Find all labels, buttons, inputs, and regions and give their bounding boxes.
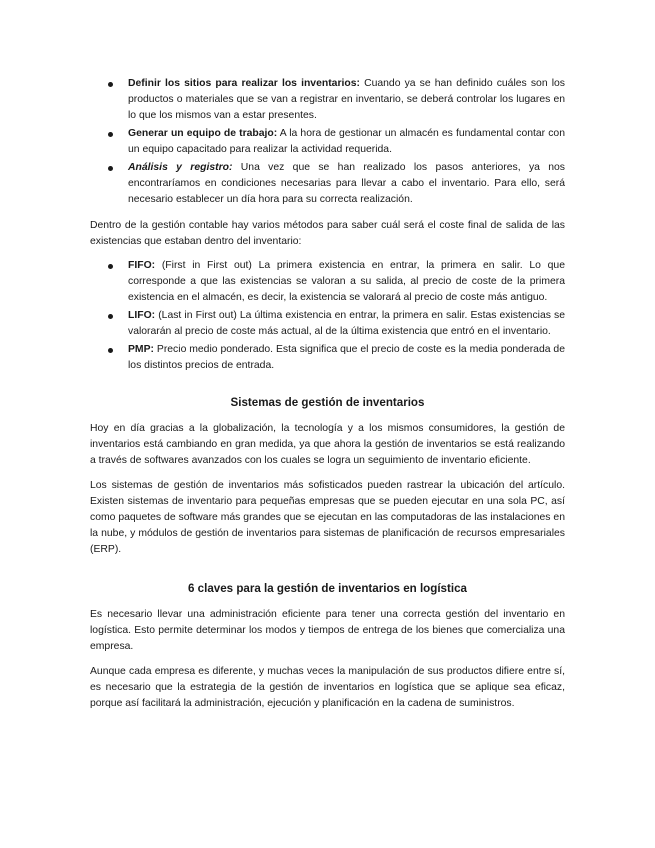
list-item: [108, 258, 565, 306]
bullet-icon: [108, 132, 113, 137]
bullet-icon: [108, 264, 113, 269]
paragraph: Los sistemas de gestión de inventarios más sofisticados pueden rastrear la ubicación del artículo. Existen sistemas de inventario para pequeñas empresas que se pueden ejecutar en una sola PC, así como paquetes de software más grandes que se ejecutan en las computadoras de las instalaciones en la nube, y módulos de gestión de inventarios para sistemas de planificación de recursos empresariales (ERP).: [90, 480, 565, 555]
list-item: [108, 126, 565, 158]
bullet-icon: [108, 166, 113, 171]
paragraph: Aunque cada empresa es diferente, y muchas veces la manipulación de sus productos difiere entre sí, es necesario que la estrategia de la gestión de inventarios en logística que se aplique sea eficaz, porque así facilitará la administración, ejecución y planificación en la cadena de suministros.: [90, 666, 565, 709]
inventory-steps-list: [108, 76, 565, 208]
bullet-icon: [108, 348, 113, 353]
bullet-icon: [108, 82, 113, 87]
item-lead: Generar un equipo de trabajo:: [128, 128, 278, 139]
item-text: (Last in First out) La última existencia en entrar, la primera en salir. Estas existencias se valorarán al precio de coste más actual, al de la última existencia que entró en el inventario.: [128, 310, 565, 337]
bullet-icon: [108, 314, 113, 319]
paragraph: Es necesario llevar una administración eficiente para tener una correcta gestión del inventario en logística. Esto permite determinar los modos y tiempos de entrega de los bienes que comercializa una empresa.: [90, 609, 565, 652]
item-text: (First in First out) La primera existencia en entrar, la primera en salir. Lo que corresponde a que las existencias se valoran a su salida, al precio de coste de la primera existencia en el almacén, es decir, la existencia se valorará al precio de coste más antiguo.: [128, 260, 565, 303]
list-item: [108, 160, 565, 208]
list-item: [108, 76, 565, 124]
item-lead: Definir los sitios para realizar los inventarios:: [128, 78, 360, 89]
section-heading-claves: 6 claves para la gestión de inventarios en logística: [187, 582, 467, 595]
item-lead: FIFO:: [128, 260, 156, 271]
valuation-methods-list: [108, 258, 565, 374]
item-lead: PMP:: [128, 344, 154, 355]
list-item: [108, 308, 565, 340]
list-item: [108, 342, 565, 374]
item-text: Precio medio ponderado. Esta significa que el precio de coste es la media ponderada de los distintos precios de entrada.: [128, 344, 565, 371]
item-lead: LIFO:: [128, 310, 156, 321]
item-lead: Análisis y registro:: [128, 162, 233, 173]
item-text: Cuando ya se han definido cuáles son los productos o materiales que se van a registrar en inventario, se deberá controlar los lugares en lo que los mismos van a estar presentes.: [128, 78, 565, 121]
item-text: A la hora de gestionar un almacén es fundamental contar con un equipo capacitado para realizar la actividad requerida.: [128, 128, 565, 155]
paragraph: Hoy en día gracias a la globalización, la tecnología y a los mismos consumidores, la gestión de inventarios está cambiando en gran medida, ya que ahora la gestión de inventarios se está realizando a través de softwares avanzados con los cuales se logra un seguimiento de inventario eficiente.: [90, 423, 565, 466]
section-heading-sistemas: Sistemas de gestión de inventarios: [230, 396, 425, 409]
item-text: Una vez que se han realizado los pasos anteriores, ya nos encontraríamos en condiciones necesarias para llevar a cabo el inventario. Para ello, será necesario establecer un día hora para su correcta realización.: [128, 162, 565, 205]
methods-intro-paragraph: Dentro de la gestión contable hay varios métodos para saber cuál será el coste final de salida de las existencias que estaban dentro del inventario:: [90, 220, 565, 247]
